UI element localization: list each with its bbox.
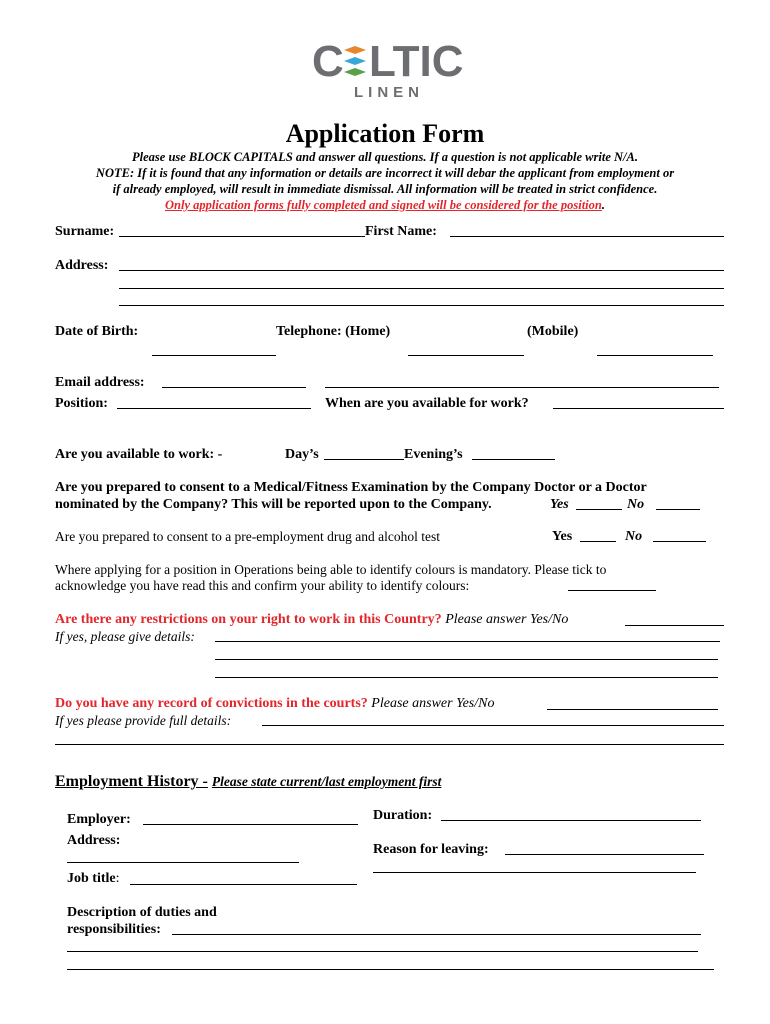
- duties-field-line-1[interactable]: [172, 934, 701, 935]
- available-when-field[interactable]: [553, 408, 724, 409]
- employment-heading: [55, 773, 441, 791]
- reason-for-leaving-field-line-2[interactable]: [373, 872, 696, 873]
- email-label: Email address:: [55, 375, 145, 390]
- employer-address-field[interactable]: [67, 862, 299, 863]
- restrictions-details-label: If yes, please give details:: [55, 629, 195, 644]
- evenings-label: Evening’s: [404, 447, 463, 462]
- duties-label-line-2: responsibilities:: [67, 922, 161, 937]
- dob-field[interactable]: [152, 355, 276, 356]
- available-when-label: When are you available for work?: [325, 396, 529, 411]
- drug-yes-label: Yes: [552, 529, 573, 544]
- celtic-linen-logo: [312, 37, 467, 102]
- convictions-details-line-1[interactable]: [262, 725, 724, 726]
- convictions-answer-prompt: Please answer Yes/No: [371, 696, 495, 711]
- job-title-colon: :: [115, 871, 120, 886]
- evenings-field[interactable]: [472, 459, 555, 460]
- duration-label: Duration:: [373, 808, 433, 823]
- convictions-question-row: [55, 695, 494, 712]
- colours-statement-line-1: Where applying for a position in Operations being able to identify colours is mandatory. Please tick to: [55, 562, 607, 577]
- position-field[interactable]: [117, 408, 311, 409]
- drug-test-question: Are you prepared to consent to a pre-employment drug and alcohol test: [55, 529, 441, 544]
- page-title: Application Form: [285, 119, 485, 148]
- reason-for-leaving-field-line-1[interactable]: [505, 854, 704, 855]
- colours-statement-line-2: acknowledge you have read this and confirm your ability to identify colours:: [55, 578, 470, 593]
- employer-address-label: Address:: [67, 833, 121, 848]
- job-title-row: [67, 870, 120, 887]
- medical-question-line-2: nominated by the Company? This will be reported upon to the Company.: [55, 497, 492, 512]
- restrictions-question-row: [55, 611, 568, 628]
- medical-no-field[interactable]: [656, 509, 700, 510]
- surname-field[interactable]: [119, 236, 365, 237]
- reason-for-leaving-label: Reason for leaving:: [373, 842, 489, 857]
- logo-letter-c: C: [312, 37, 344, 86]
- intro-warning-period: .: [601, 198, 605, 212]
- convictions-details-line-2[interactable]: [55, 744, 724, 745]
- days-field[interactable]: [324, 459, 404, 460]
- address-field-line-3[interactable]: [119, 305, 724, 306]
- available-to-work-label: Are you available to work: -: [55, 447, 223, 462]
- job-title-field[interactable]: [130, 884, 357, 885]
- address-label: Address:: [55, 258, 109, 273]
- intro-warning: Only application forms fully completed and signed will be considered for the position: [165, 198, 602, 212]
- employment-heading-title: Employment History -: [55, 773, 208, 790]
- colours-tick-field[interactable]: [568, 590, 656, 591]
- medical-no-label: No: [627, 497, 645, 512]
- telephone-home-field[interactable]: [408, 355, 524, 356]
- duties-label-line-1: Description of duties and: [67, 905, 217, 920]
- convictions-details-label: If yes please provide full details:: [55, 713, 232, 728]
- logo-chevron-icon: [342, 46, 368, 80]
- restrictions-question: Are there any restrictions on your right to work in this Country?: [55, 612, 442, 627]
- address-field-line-1[interactable]: [119, 270, 724, 271]
- duration-field[interactable]: [441, 820, 701, 821]
- first-name-field[interactable]: [450, 236, 724, 237]
- employer-label: Employer:: [67, 812, 131, 827]
- intro-line-1: Please use BLOCK CAPITALS and answer all questions. If a question is not applicable write N/A.: [132, 150, 638, 164]
- dob-label: Date of Birth:: [55, 324, 139, 339]
- intro-line-2: NOTE: If it is found that any information or details are incorrect it will debar the applicant from employment or: [95, 166, 675, 180]
- restrictions-answer-prompt: Please answer Yes/No: [445, 612, 569, 627]
- telephone-home-label: Telephone: (Home): [276, 324, 391, 339]
- employment-heading-note: Please state current/last employment first: [211, 774, 442, 789]
- drug-no-field[interactable]: [653, 541, 706, 542]
- intro-line-3: if already employed, will result in immediate dismissal. All information will be treated in strict confidence.: [112, 182, 658, 196]
- convictions-answer-field[interactable]: [547, 709, 718, 710]
- days-label: Day’s: [285, 447, 319, 462]
- restrictions-details-line-1[interactable]: [215, 641, 720, 642]
- job-title-label: Job title: [67, 871, 116, 886]
- medical-question-line-1: Are you prepared to consent to a Medical/Fitness Examination by the Company Doctor or a Doctor: [55, 480, 647, 495]
- convictions-question: Do you have any record of convictions in the courts?: [55, 696, 368, 711]
- restrictions-details-line-2[interactable]: [215, 659, 718, 660]
- intro-line-4: [40, 197, 730, 213]
- mobile-label: (Mobile): [527, 324, 579, 339]
- medical-yes-label: Yes: [550, 497, 569, 512]
- email-field-part-2[interactable]: [325, 387, 719, 388]
- mobile-field[interactable]: [597, 355, 713, 356]
- drug-no-label: No: [625, 529, 643, 544]
- duties-field-line-2[interactable]: [67, 951, 698, 952]
- address-field-line-2[interactable]: [119, 288, 724, 289]
- logo-subtitle: LINEN: [354, 84, 424, 101]
- drug-yes-field[interactable]: [580, 541, 616, 542]
- surname-label: Surname:: [55, 224, 115, 239]
- logo-letters-ltic: LTIC: [369, 37, 464, 86]
- first-name-label: First Name:: [365, 224, 437, 239]
- restrictions-details-line-3[interactable]: [215, 677, 718, 678]
- email-field-part-1[interactable]: [162, 387, 306, 388]
- duties-field-line-3[interactable]: [67, 969, 714, 970]
- medical-yes-field[interactable]: [576, 509, 622, 510]
- position-label: Position:: [55, 396, 108, 411]
- employer-field[interactable]: [143, 824, 358, 825]
- restrictions-answer-field[interactable]: [625, 625, 724, 626]
